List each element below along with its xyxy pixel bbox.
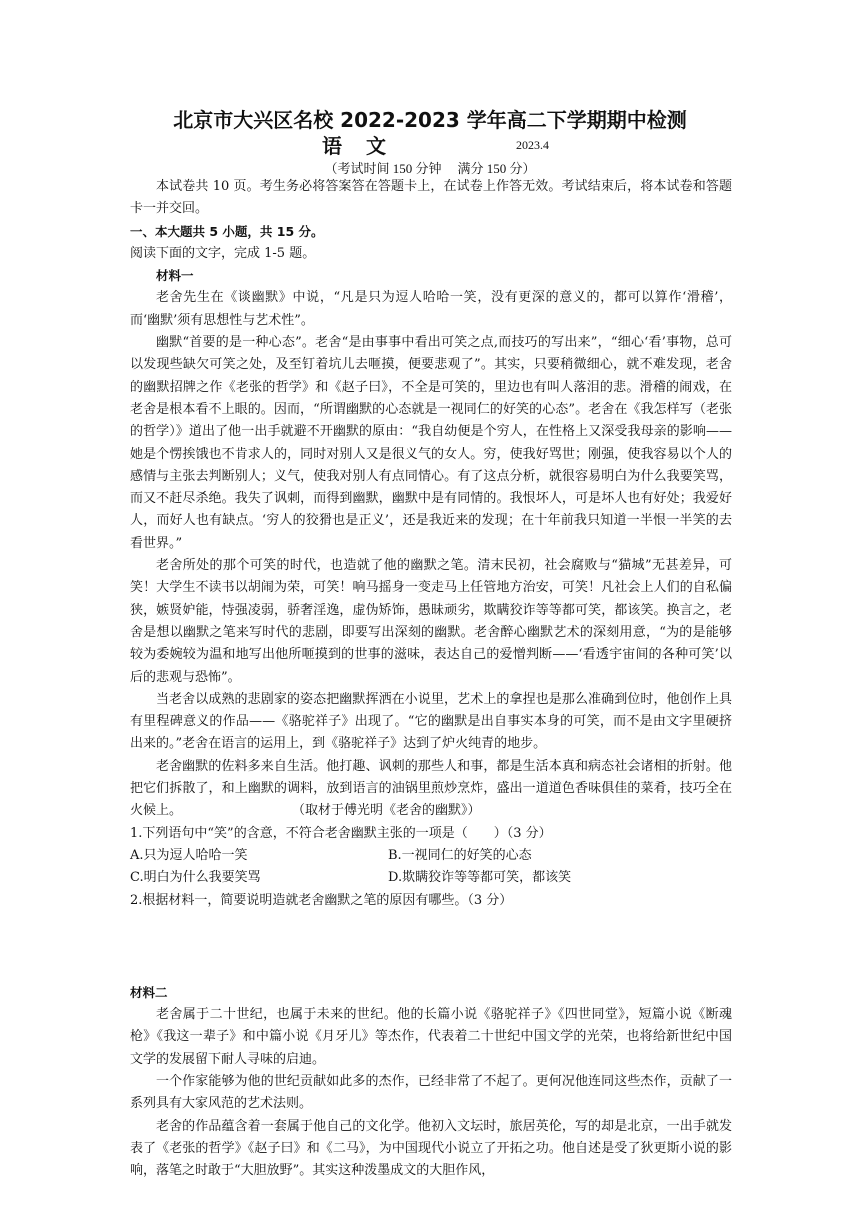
question-1-stem: 1.下列语句中“笑”的含意，不符合老舍幽默主张的一项是（ ）（3 分） (130, 825, 552, 841)
full-score: 满分 150 分） (457, 161, 536, 176)
material2-paragraph: 老舍的作品蕴含着一套属于他自己的文化学。他初入文坛时，旅居英伦，写的却是北京，一出手就发表了《老张的哲学》《赵子曰》和《二马》，为中国现代小说立了开拓之功。他自述是受了狄更斯小说的影响，落笔之时敢于“大胆放野”。其实这种泼墨成文的大胆作风， (130, 1118, 732, 1179)
material1-paragraph: 老舍先生在《谈幽默》中说，“凡是只为逗人哈哈一笑，没有更深的意义的，都可以算作‘滑稽’，而‘幽默’须有思想性与艺术性”。 (130, 290, 732, 328)
exam-date: 2023.4 (516, 138, 549, 152)
answer-space (130, 912, 732, 982)
exam-time: （考试时间 150 分钟 (324, 161, 442, 176)
exam-info (0, 158, 860, 177)
exam-title: 北京市大兴区名校 2022-2023 学年高二下学期期中检测 (173, 108, 687, 132)
instructions: 本试卷共 10 页。考生务必将答案答在答题卡上，在试卷上作答无效。考试结束后，将本试卷和答题卡一并交回。 (130, 179, 732, 217)
material1-paragraph: 老舍所处的那个可笑的时代，也造就了他的幽默之笔。清末民初，社会腐败与“猫城”无甚差异，可笑！大学生不读书以胡闹为荣，可笑！响马摇身一变走马上任管地方治安，可笑！凡社会上人们的自私偏狭，嫉贤妒能，恃强凌弱，骄奢淫逸，虚伪矫饰，愚昧顽劣，欺瞒狡诈等等都可笑，都该笑。换言之，老舍是想以幽默之笔来写时代的悲剧，即要写出深刻的幽默。老舍醉心幽默艺术的深刻用意，“为的是能够较为委婉较为温和地写出他所咂摸到的世事的滋味，表达自己的爱憎判断——‘看透宇宙间的各种可笑’以后的悲观与恐怖”。 (130, 558, 732, 685)
material1-paragraph: 当老舍以成熟的悲剧家的姿态把幽默挥洒在小说里，艺术上的拿捏也是那么准确到位时，他创作上具有里程碑意义的作品——《骆驼祥子》出现了。“它的幽默是出自事实本身的可笑，而不是由文字里硬挤出来的。”老舍在语言的运用上，到《骆驼祥子》达到了炉火纯青的地步。 (130, 691, 732, 752)
question-1-options-row2 (130, 867, 732, 889)
option-c: C.明白为什么我要笑骂 (130, 870, 261, 886)
option-a: A.只为逗人哈哈一笑 (130, 847, 248, 863)
material2-paragraph: 老舍属于二十世纪，也属于未来的世纪。他的长篇小说《骆驼祥子》《四世同堂》，短篇小说《断魂枪》《我这一辈子》和中篇小说《月牙儿》等杰作，代表着二十世纪中国文学的光荣，也将给新世纪中国文学的发展留下耐人寻味的启迪。 (130, 1007, 732, 1067)
material1-label: 材料一 (156, 268, 194, 284)
exam-body (130, 176, 732, 1182)
option-d: D.欺瞒狡诈等等都可笑，都该笑 (388, 870, 572, 886)
question-2-stem: 2.根据材料一，简要说明造就老舍幽默之笔的原因有哪些。（3 分） (130, 892, 513, 908)
option-b: B.一视同仁的好笑的心态 (388, 847, 532, 863)
material2-paragraph: 一个作家能够为他的世纪贡献如此多的杰作，已经非常了不起了。更何况他连同这些杰作，贡献了一系列具有大家风范的艺术法则。 (130, 1073, 732, 1112)
material2-label: 材料二 (130, 984, 168, 1000)
material1-source: （取材于傅光明《老舍的幽默》） (292, 803, 481, 819)
material1-paragraph: 幽默“首要的是一种心态”。老舍“是由事事中看出可笑之点,而技巧的写出来”，“细心‘看’事物，总可以发现些缺欠可笑之处，及至钉着坑儿去咂摸，便要悲观了”。其实，只要稍微细心，就不难发现，老舍的幽默招牌之作《老张的哲学》和《赵子曰》，不全是可笑的，里边也有叫人落泪的悲。滑稽的闹戏，在老舍是根本看不上眼的。因而，“所谓幽默的心态就是一视同仁的好笑的心态”。老舍在《我怎样写（老张的哲学）》道出了他一出手就避不开幽默的原由：“我自幼便是个穷人，在性格上又深受我母亲的影响——她是个愣挨饿也不肯求人的，同时对别人又是很义气的女人。穷，使我好骂世；刚强，使我容易以个人的感情与主张去判断别人；义气，使我对别人有点同情心。有了这点分析，就很容易明白为什么我要笑骂，而又不赶尽杀绝。我失了讽刺，而得到幽默，幽默中是有同情的。我恨坏人，可是坏人也有好处；我爱好人，而好人也有缺点。‘穷人的狡猾也是正义’，还是我近来的发现；在十年前我只知道一半恨一半笑的去看世界。” (130, 335, 732, 551)
material1-paragraph-text: 老舍幽默的佐料多来自生活。他打趣、讽刺的那些人和事，都是生活本真和病态社会诸相的折射。他把它们拆散了，和上幽默的调料，放到语言的油锅里煎炒烹炸，盛出一道道色香味俱佳的菜肴，技巧全在火候上。 (130, 758, 732, 819)
question-1-options-row1 (130, 845, 732, 867)
material1-paragraph-last (130, 756, 732, 823)
section-heading: 一、本大题共 5 小题，共 15 分。 (130, 223, 324, 239)
section-prompt: 阅读下面的文字，完成 1-5 题。 (130, 245, 316, 261)
subject-name: 语文 (322, 134, 410, 158)
